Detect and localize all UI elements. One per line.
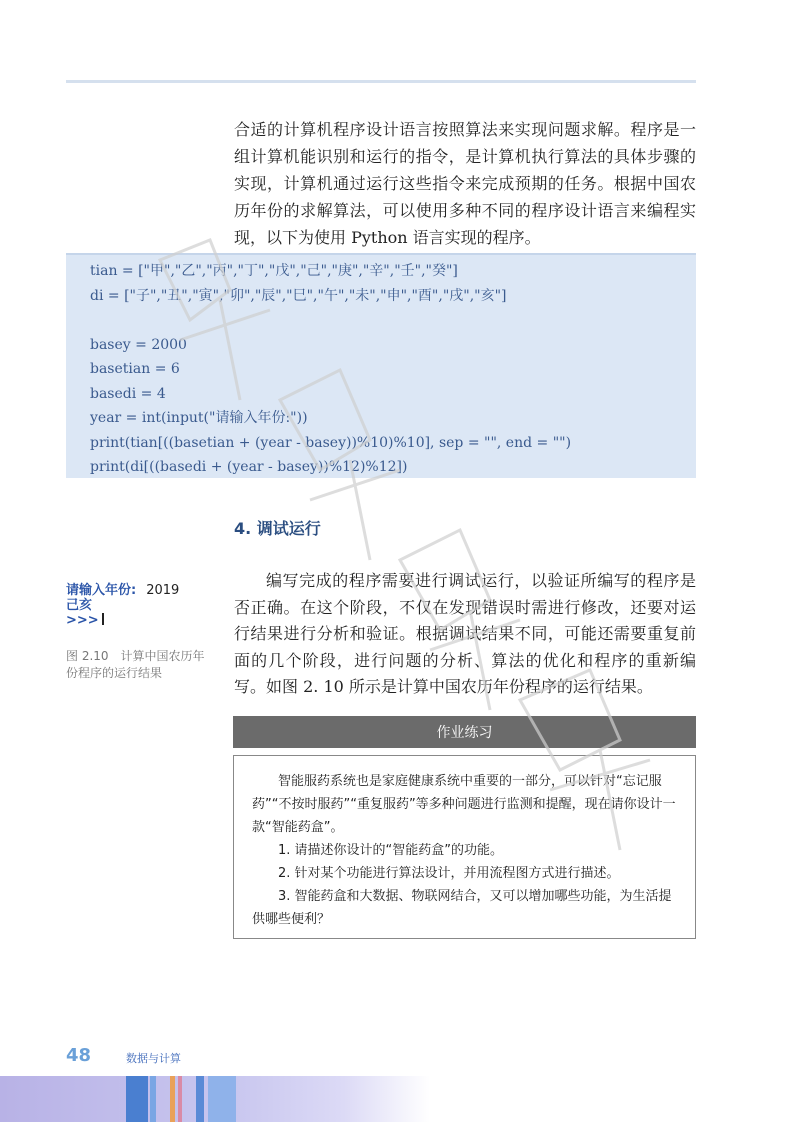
code-line: di = ["子","丑","寅","卯","辰","巳","午","未","申","酉","戌","亥"]: [90, 287, 507, 304]
caption-line: 份程序的运行结果: [66, 666, 163, 680]
figure-caption: [66, 648, 216, 682]
code-line: basedi = 4: [90, 385, 166, 402]
footer-stripe: [208, 1076, 236, 1122]
caption-line: 图 2.10 计算中国农历年: [66, 649, 205, 663]
homework-intro: 智能服药系统也是家庭健康系统中重要的一部分，可以针对“忘记服药”“不按时服药”“重复服药”等多种问题进行监测和提醒，现在请你设计一款“智能药盒”。: [252, 774, 676, 835]
homework-box: [233, 755, 696, 939]
footer-stripe: [126, 1076, 148, 1122]
console-prompt-end: [66, 613, 216, 628]
homework-item: 3. 智能药盒和大数据、物联网结合，又可以增加哪些功能，为生活提供哪些便利？: [252, 889, 672, 927]
console-prompt-line: [66, 583, 216, 598]
footer-stripe: [178, 1076, 182, 1122]
console-result: 己亥: [66, 598, 93, 613]
code-block: [66, 253, 696, 478]
figure-2-10: [66, 583, 216, 682]
code-line: print(tian[((basetian + (year - basey))%10)%10], sep = "", end = ""): [90, 434, 572, 451]
code-line: basetian = 6: [90, 361, 180, 377]
code-line: print(di[((basedi + (year - basey))%12)%12]): [90, 459, 408, 475]
footer-stripe: [150, 1076, 156, 1122]
page-number: 48: [66, 1045, 92, 1066]
body-paragraph: 编写完成的程序需要进行调试运行，以验证所编写的程序是否正确。在这个阶段，不仅在发现错误时需进行修改，还要对运行结果进行分析和验证。根据调试结果不同，可能还需要重复前面的几个阶段，进行问题的分析、算法的优化和程序的重新编写。如图 2. 10 所示是计算中国农历年份程序的运行结果。: [234, 571, 696, 696]
console-chevrons: >>>: [66, 613, 99, 628]
homework-title: 作业练习: [436, 725, 493, 741]
code-line: year = int(input("请输入年份:")): [90, 410, 308, 426]
homework-item: 1. 请描述你设计的“智能药盒”的功能。: [278, 843, 504, 858]
console-prompt: 请输入年份:: [66, 583, 137, 598]
footer-stripe: [196, 1076, 204, 1122]
text-cursor: [102, 613, 104, 625]
intro-paragraph: 合适的计算机程序设计语言按照算法来实现问题求解。程序是一组计算机能识别和运行的指令，是计算机执行算法的具体步骤的实现，计算机通过运行这些指令来完成预期的任务。根据中国农历年份的求解算法，可以使用多种不同的程序设计语言来编程实现，以下为使用 Python 语言实现的程序。: [234, 120, 696, 247]
homework-item: 2. 针对某个功能进行算法设计，并用流程图方式进行描述。: [278, 866, 620, 881]
section-heading: 4. 调试运行: [234, 519, 321, 538]
homework-title-bar: [233, 716, 696, 748]
code-line: tian = ["甲","乙","丙","丁","戊","己","庚","辛","壬","癸"]: [90, 263, 458, 279]
code-line: basey = 2000: [90, 336, 187, 353]
console-input: 2019: [146, 583, 180, 598]
footer-stripe: [170, 1076, 175, 1122]
top-rule: [66, 80, 696, 83]
footer-book-title: 数据与计算: [126, 1052, 181, 1065]
code-line: [90, 308, 696, 333]
console-output: [66, 583, 216, 628]
